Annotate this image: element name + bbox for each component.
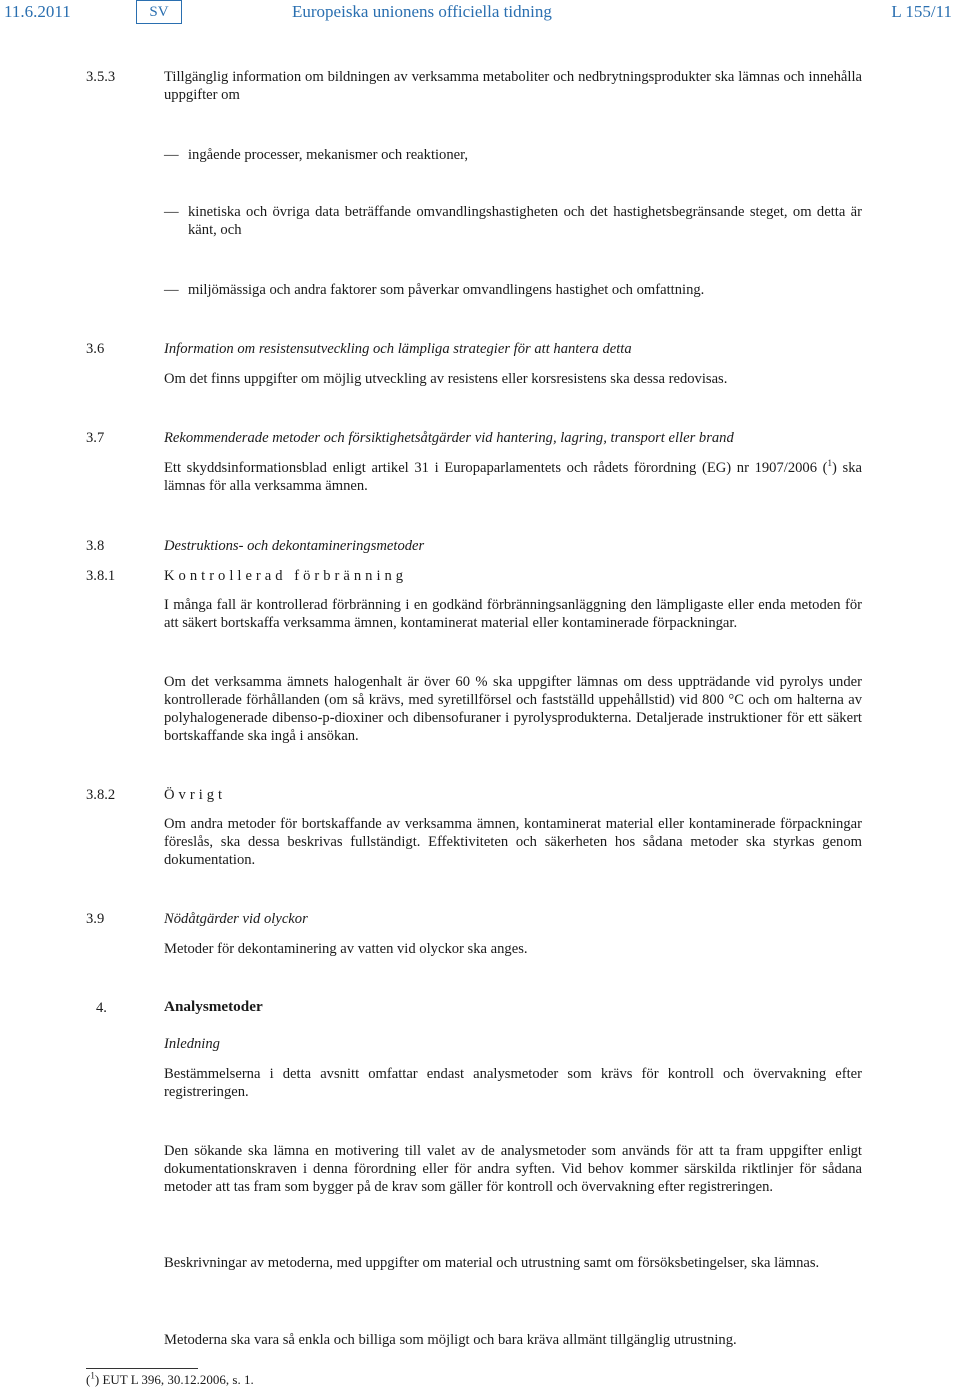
footnote: ($^1$) EUT L 396, 30.12.2006, s. 1. — [86, 1370, 254, 1387]
list-dash: — — [164, 282, 179, 298]
section-3-8-2-text: Om andra metoder för bortskaffande av verksamma ämnen, kontaminerat material eller kontaminerade förpackningar föreslås, ska dessa beskrivas fullständigt. Effektiviteten och säkerheten hos sådana metoder ska styrkas genom dokumentation. — [164, 816, 862, 868]
section-4-paragraph-1: Bestämmelserna i detta avsnitt omfattar endast analysmetoder som krävs för kontroll och övervakning efter registreringen. — [164, 1066, 862, 1100]
section-3-5-3-intro: Tillgänglig information om bildningen av verksamma metaboliter och nedbrytningsprodukter ska lämnas och innehålla uppgifter om — [164, 69, 862, 103]
header-language-box: SV — [136, 0, 182, 24]
section-3-8-2-title: Övrigt — [164, 787, 227, 803]
header-journal-title: Europeiska unionens officiella tidning — [292, 2, 552, 21]
text-part: Ett skyddsinformationsblad enligt artikel 31 i Europaparlamentets och rådets förordning (EG) nr 1907/2006 ( — [164, 460, 828, 476]
section-3-8-title: Destruktions- och dekontamineringsmetoder — [164, 538, 425, 554]
section-3-7-text — [164, 459, 862, 495]
text-part: ) ska lämnas för alla verksamma ämnen. — [164, 460, 862, 494]
section-3-7-title: Rekommenderade metoder och försiktighetsåtgärder vid hantering, lagring, transport eller brand — [164, 430, 734, 446]
section-number-3-5-3: 3.5.3 — [86, 69, 116, 85]
section-number-3-8-2: 3.8.2 — [86, 787, 116, 803]
footnote-reference[interactable]: 1 — [827, 458, 833, 469]
section-number-4: 4. — [96, 1000, 107, 1016]
section-3-6-title: Information om resistensutveckling och lämpliga strategier för att hantera detta — [164, 341, 632, 357]
page-header — [0, 0, 960, 30]
header-page-number: L 155/11 — [891, 2, 952, 21]
list-dash: — — [164, 204, 179, 220]
footnote-number: 1 — [90, 1370, 95, 1381]
section-number-3-6: 3.6 — [86, 341, 105, 357]
list-dash: — — [164, 147, 179, 163]
section-3-8-1-title: Kontrollerad förbränning — [164, 568, 408, 584]
section-number-3-7: 3.7 — [86, 430, 105, 446]
header-date: 11.6.2011 — [4, 2, 71, 21]
list-item: ingående processer, mekanismer och reaktioner, — [188, 147, 469, 163]
section-3-9-text: Metoder för dekontaminering av vatten vid olyckor ska anges. — [164, 941, 528, 957]
section-3-8-1-paragraph-1: I många fall är kontrollerad förbränning i en godkänd förbränningsanläggning den lämpligaste eller enda metoden för att säkert bortskaffa verksamma ämnen, kontaminerat material eller kontaminerade förpackningar. — [164, 597, 862, 631]
section-4-subtitle: Inledning — [164, 1036, 220, 1052]
section-4-paragraph-4: Metoderna ska vara så enkla och billiga som möjligt och bara kräva allmänt tillgänglig utrustning. — [164, 1332, 737, 1348]
footnote-text: EUT L 396, 30.12.2006, s. 1. — [102, 1372, 254, 1387]
list-item: miljömässiga och andra faktorer som påverkar omvandlingens hastighet och omfattning. — [188, 282, 705, 298]
section-number-3-9: 3.9 — [86, 911, 105, 927]
section-number-3-8-1: 3.8.1 — [86, 568, 116, 584]
section-4-paragraph-3: Beskrivningar av metoderna, med uppgifter om material och utrustning samt om försöksbetingelser, ska lämnas. — [164, 1255, 820, 1271]
section-4-paragraph-2: Den sökande ska lämna en motivering till valet av de analysmetoder som används för att ta fram uppgifter enligt dokumentationskraven i denna förordning eller för andra syften. Vid behov kommer särskilda riktlinjer för sådana metoder att tas fram som bygger på de krav som gäller för kontroll och övervakning efter registreringen. — [164, 1143, 862, 1195]
section-3-6-text: Om det finns uppgifter om möjlig utveckling av resistens eller korsresistens ska dessa redovisas. — [164, 371, 728, 387]
footnote-divider — [86, 1368, 198, 1369]
list-item: kinetiska och övriga data beträffande omvandlingshastigheten och det hastighetsbegränsande steget, om detta är känt, och — [188, 204, 862, 238]
section-4-title: Analysmetoder — [164, 998, 263, 1015]
section-3-8-1-paragraph-2: Om det verksamma ämnets halogenhalt är över 60 % ska uppgifter lämnas om dess uppträdande vid pyrolys under kontrollerade förhållanden (om så krävs, med syretillförsel och fastställd uppehållstid) vid 800 °C och om halterna av polyhalogenerade dibenso-p-dioxiner och dibensofuraner i pyrolysprodukterna. Detaljerade instruktioner för ett säkert bortskaffande ska ingå i ansökan. — [164, 674, 862, 744]
section-number-3-8: 3.8 — [86, 538, 105, 554]
section-3-9-title: Nödåtgärder vid olyckor — [164, 911, 308, 927]
